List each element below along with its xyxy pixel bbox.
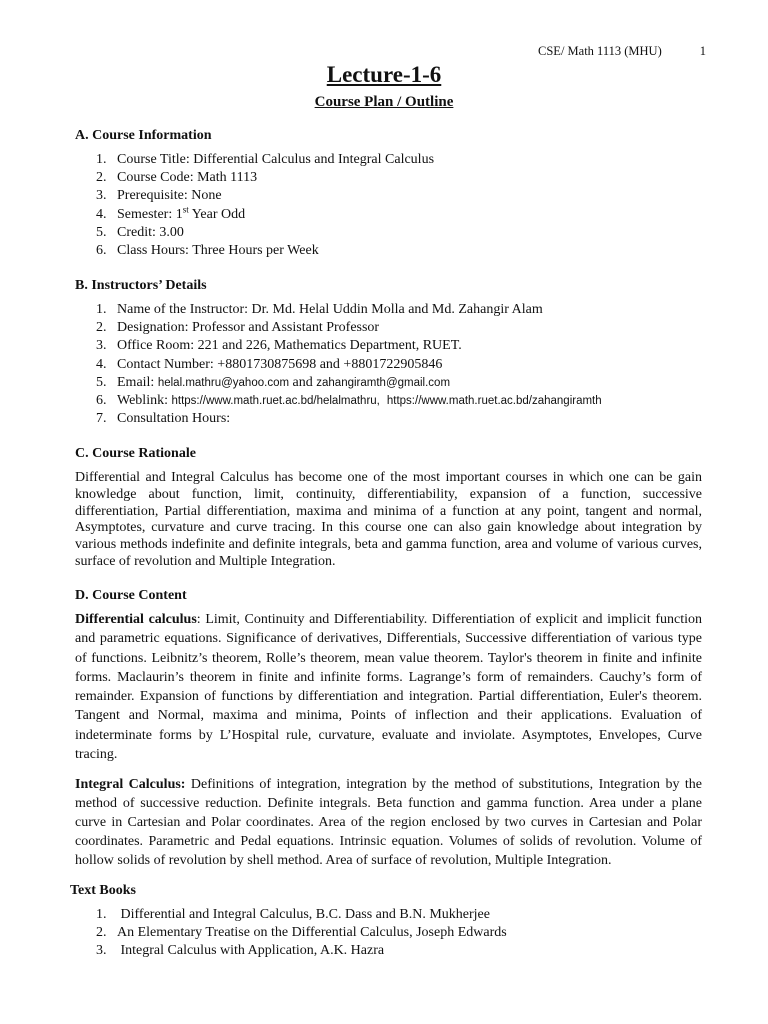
section-d-heading: D. Course Content <box>75 588 187 603</box>
list-item: 2. An Elementary Treatise on the Differential Calculus, Joseph Edwards <box>96 925 507 941</box>
list-item: 2. Course Code: Math 1113 <box>96 170 258 186</box>
page-subtitle: Course Plan / Outline <box>314 94 454 110</box>
list-item: 4. Contact Number: +8801730875698 and +8801722905846 <box>96 356 443 372</box>
integral-calculus-paragraph: Integral Calculus: Definitions of integration, integration by the method of substitutions, Integration by the method of successive reduction. Definite integrals. Beta function and gamma function. Area under a plane curve in Cartesian and Polar coordinates. Area of the region enclosed by two curves in Cartesian and Polar coordinates. Parametric and Pedal equations. Intrinsic equation. Volumes of solids of revolution. Volume of hollow solids of revolution by shell method. Area of surface of revolution, Multiple Integration. <box>75 777 703 869</box>
list-item: 5. Credit: 3.00 <box>96 224 184 240</box>
list-item: 6. Weblink: https://www.math.ruet.ac.bd/helalmathru, https://www.math.ruet.ac.bd/zahangiramth <box>96 393 602 409</box>
text-books-list <box>75 906 507 961</box>
list-item: 1. Name of the Instructor: Dr. Md. Helal Uddin Molla and Md. Zahangir Alam <box>96 302 543 317</box>
weblink[interactable]: https://www.math.ruet.ac.bd/helalmathru, <box>171 395 380 408</box>
list-item: 4. Semester: 1st Year Odd <box>96 203 246 222</box>
email-link[interactable]: zahangiramth@gmail.com <box>316 376 451 389</box>
course-rationale-paragraph: Differential and Integral Calculus has become one of the most important courses in which one can be gain knowledge about function, limit, continuity, differentiability, expansion of a function, successive differentiation, Partial differentiation, maxima and minima of a function at any point, tangent and normal, Asymptotes, curvature and curve tracing. In this course one can also gain knowledge about integration by various methods indefinite and definite integrals, beta and gamma function, area and volume of various curves, surface of revolution and Multiple Integration. <box>75 470 702 569</box>
section-b-heading: B. Instructors’ Details <box>75 278 207 293</box>
list-item: 3. Integral Calculus with Application, A.K. Hazra <box>96 943 385 959</box>
list-item: 6. Class Hours: Three Hours per Week <box>96 243 319 259</box>
list-item: 3. Office Room: 221 and 226, Mathematics Department, RUET. <box>96 338 462 354</box>
list-item: 7. Consultation Hours: <box>96 411 231 427</box>
page-title: Lecture-1-6 <box>326 62 442 87</box>
text-books-heading: Text Books <box>70 883 137 898</box>
list-item: 5. Email: helal.mathru@yahoo.com and zahangiramth@gmail.com <box>96 374 451 390</box>
list-item: 1. Course Title: Differential Calculus and Integral Calculus <box>96 152 435 167</box>
page-number: 1 <box>699 44 706 58</box>
differential-calculus-paragraph: Differential calculus: Limit, Continuity and Differentiability. Differentiation of explicit and implicit function and parametric equations. Significance of derivatives, Differentials, Successive differentiation of various type of functions. Leibnitz’s theorem, Rolle’s theorem, mean value theorem. Taylor's theorem in finite and infinite forms. Maclaurin’s theorem in finite and infinite forms. Lagrange’s form of remainders. Cauchy’s form of remainder. Expansion of functions by differentiation and integration. Partial differentiation, Euler's theorem. Tangent and Normal, maxima and minima, Points of inflection and their applications. Evaluation of indeterminate forms by L’Hospital rule, curvature, evaluate and inviolate. Asymptotes, Envelopes, Curve tracing. <box>75 612 702 763</box>
list-item: 2. Designation: Professor and Assistant Professor <box>96 320 380 336</box>
list-item: 1. Differential and Integral Calculus, B.C. Dass and B.N. Mukherjee <box>96 907 490 922</box>
list-item: 3. Prerequisite: None <box>96 188 222 204</box>
weblink[interactable]: https://www.math.ruet.ac.bd/zahangiramth <box>386 395 602 408</box>
section-a-heading: A. Course Information <box>75 128 212 143</box>
running-header <box>538 44 706 59</box>
course-reference: CSE/ Math 1113 (MHU) <box>538 44 662 58</box>
instructors-details-list <box>75 301 602 428</box>
email-link[interactable]: helal.mathru@yahoo.com <box>157 376 290 389</box>
course-information-list <box>75 151 434 260</box>
section-c-heading: C. Course Rationale <box>75 446 196 461</box>
